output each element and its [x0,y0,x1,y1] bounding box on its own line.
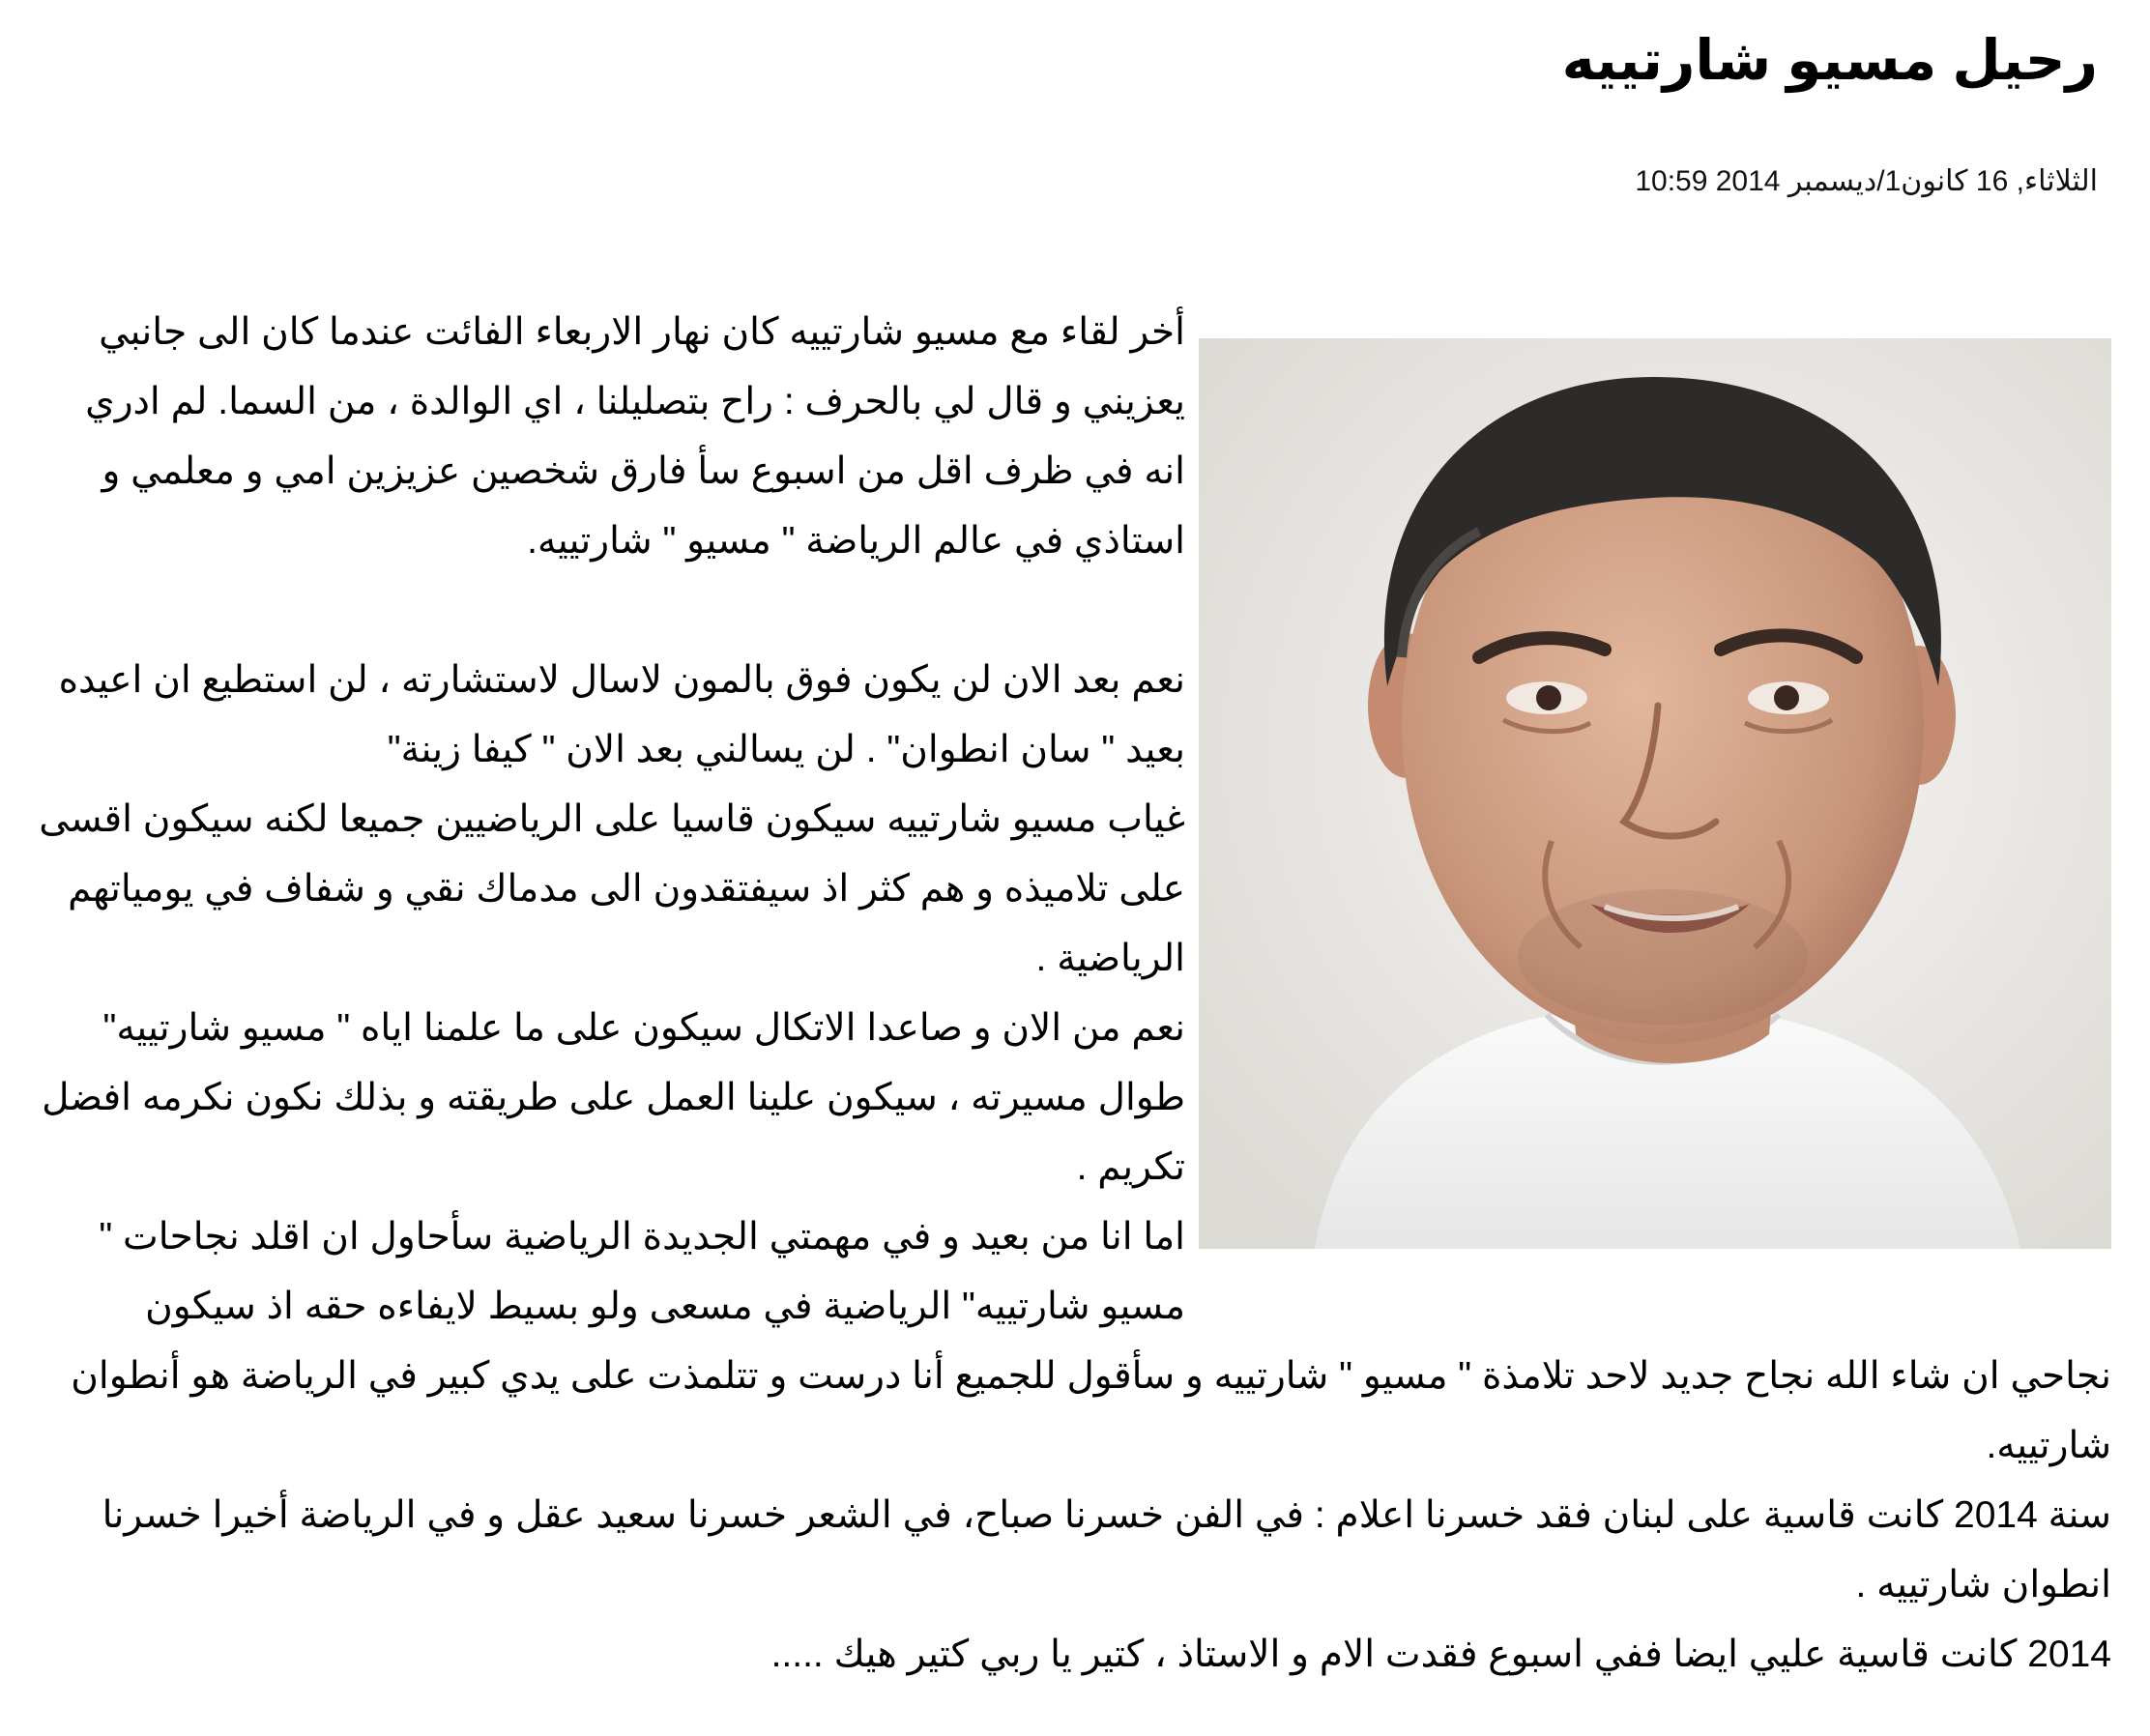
paragraph-3: غياب مسيو شارتييه سيكون قاسيا على الرياضيين جميعا لكنه سيكون اقسى على تلاميذه و هم كثر اذ سيفتقدون الى مدماك نقي و شفاف في يومياتهم الرياضية . [39,798,1185,979]
paragraph-7: 2014 كانت قاسية عليي ايضا ففي اسبوع فقدت الام و الاستاذ ، كتير يا ربي كتير هيك ..... [770,1634,2111,1675]
paragraph-4: نعم من الان و صاعدا الاتكال سيكون على ما علمنا اياه " مسيو شارتييه" طوال مسيرته ، سيكون علينا العمل على طريقته و بذلك نكون نكرمه افضل تكريم . [42,1007,1185,1188]
article-date: الثلاثاء, 16 كانون1/ديسمبر 2014 10:59 [1635,165,2098,197]
paragraph-2: نعم بعد الان لن يكون فوق بالمون لاسال لاستشارته ، لن استطيع ان اعيده بعيد " سان انطوان" . لن يسالني بعد الان " كيفا زينة" [58,659,1185,770]
article-body [39,298,2111,1690]
photo-placeholder [1185,317,2111,1313]
paragraph-5: اما انا من بعيد و في مهمتي الجديدة الرياضية سأحاول ان اقلد نجاحات " مسيو شارتييه" الرياضية في مسعى ولو بسيط لايفاءه حقه اذ سيكون نجاحي ان شاء الله نجاح جديد لاحد تلامذة " مسيو " شارتييه و سأقول للجميع أنا درست و تتلمذت على يدي كبير في الرياضة هو أنطوان شارتييه. [71,1216,2111,1466]
article-title: رحيل مسيو شارتييه [1561,29,2098,92]
paragraph-1: أخر لقاء مع مسيو شارتييه كان نهار الاربعاء الفائت عندما كان الى جانبي يعزيني و قال لي بالحرف : راح بتصليلنا ، اي الوالدة ، من السما. لم ادري انه في ظرف اقل من اسبوع سأ فارق شخصين عزيزين امي و معلمي و استاذي في عالم الرياضة " مسيو " شارتييه. [85,311,1185,562]
paragraph-6: سنة 2014 كانت قاسية على لبنان فقد خسرنا اعلام : في الفن خسرنا صباح، في الشعر خسرنا سعيد عقل و في الرياضة أخيرا خسرنا انطوان شارتييه . [102,1494,2111,1606]
